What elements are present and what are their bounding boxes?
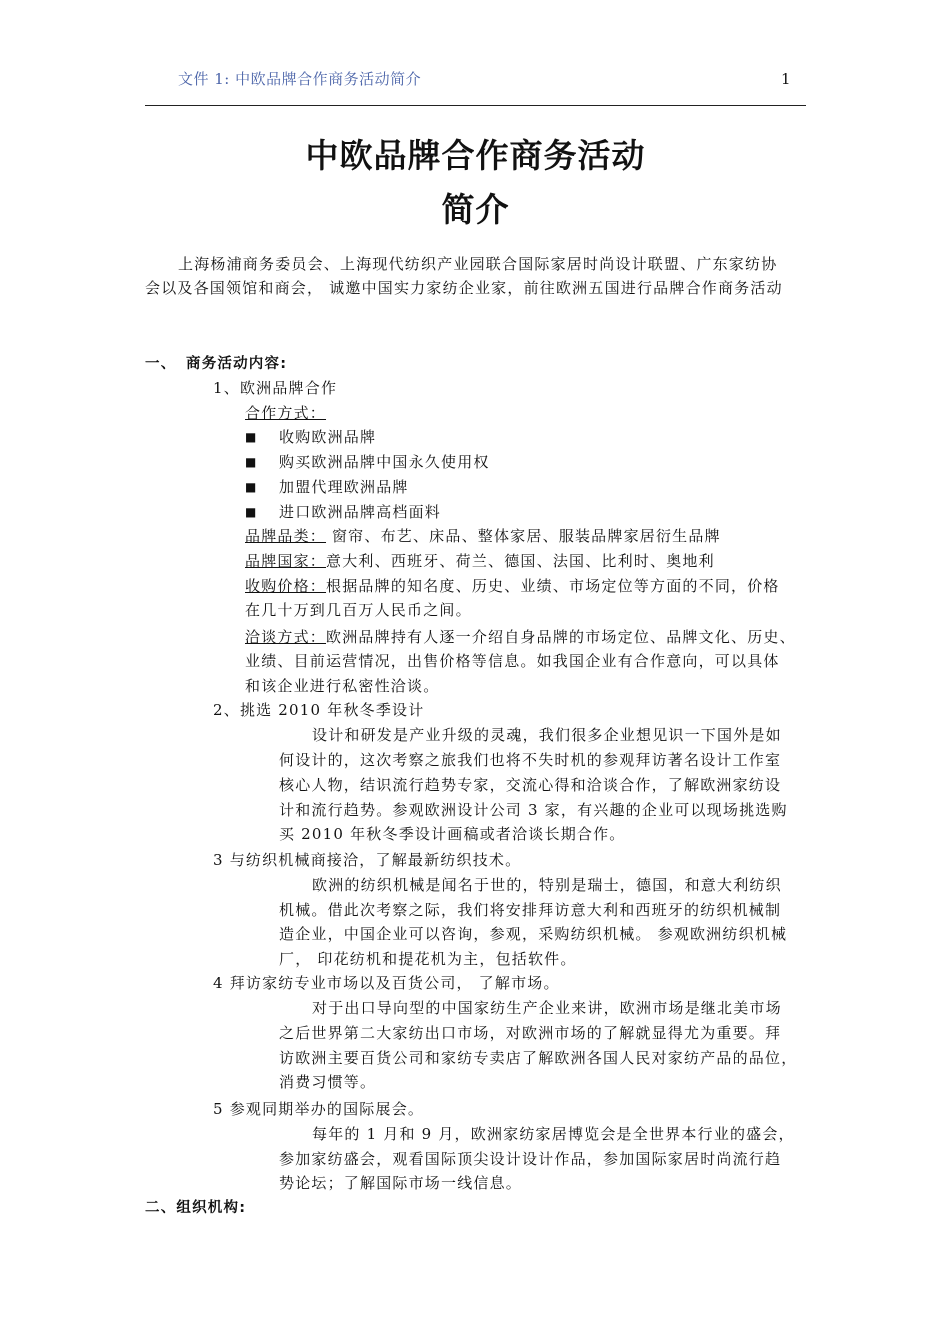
document-title-line2: 简介	[441, 190, 510, 229]
page-number: 1	[781, 70, 791, 88]
brand-category-value: 窗帘、布艺、床品、整体家居、服装品牌家居衍生品牌	[326, 527, 721, 545]
header-divider	[145, 105, 806, 106]
item3-paragraph-line: 造企业，中国企业可以咨询，参观，采购纺织机械。 参观欧洲纺织机械	[279, 925, 788, 943]
bullet-item: 进口欧洲品牌高档面料	[279, 503, 442, 521]
brand-country-value: 意大利、西班牙、荷兰、德国、法国、比利时、奥地利	[326, 552, 715, 570]
item4-paragraph-line: 访欧洲主要百货公司和家纺专卖店了解欧洲各国人民对家纺产品的品位，	[279, 1049, 798, 1067]
bullet-square-icon: ■	[245, 505, 257, 519]
purchase-price-text: 根据品牌的知名度、历史、业绩、市场定位等方面的不同，价格	[326, 577, 780, 595]
cooperation-mode-label: 合作方式：	[245, 404, 327, 422]
item4-heading: 4 拜访家纺专业市场以及百货公司， 了解市场。	[213, 974, 560, 992]
item2-heading: 2、挑选 2010 年秋冬季设计	[213, 701, 425, 719]
document-title-line1: 中欧品牌合作商务活动	[305, 136, 646, 175]
intro-line2: 会以及各国领馆和商会， 诚邀中国实力家纺企业家，前往欧洲五国进行品牌合作商务活动	[145, 279, 783, 297]
item4-paragraph-line: 对于出口导向型的中国家纺生产企业来讲，欧洲市场是继北美市场	[312, 999, 782, 1017]
section2-title: 二、组织机构:	[145, 1200, 247, 1216]
item3-paragraph-line: 厂， 印花纺机和提花机为主，包括软件。	[279, 950, 577, 968]
negotiation-text: 和该企业进行私密性洽谈。	[245, 677, 440, 695]
item3-paragraph-line: 机械。借此次考察之际，我们将安排拜访意大利和西班牙的纺织机械制	[279, 901, 782, 919]
purchase-price-label: 收购价格：	[245, 577, 327, 595]
item2-paragraph-line: 何设计的，这次考察之旅我们也将不失时机的参观拜访著名设计工作室	[279, 751, 782, 769]
brand-category-label: 品牌品类：	[245, 527, 327, 545]
negotiation-text: 业绩、目前运营情况，出售价格等信息。如我国企业有合作意向，可以具体	[245, 652, 780, 670]
item4-paragraph-line: 消费习惯等。	[279, 1073, 377, 1091]
negotiation-text: 欧洲品牌持有人逐一介绍自身品牌的市场定位、品牌文化、历史、	[326, 628, 796, 646]
purchase-price-row	[245, 574, 780, 598]
brand-country-label: 品牌国家：	[245, 552, 327, 570]
brand-country-row	[245, 549, 715, 573]
item1-heading: 1、欧洲品牌合作	[213, 379, 338, 397]
item5-paragraph-line: 参加家纺盛会，观看国际顶尖设计设计作品，参加国际家居时尚流行趋	[279, 1150, 782, 1168]
bullet-square-icon: ■	[245, 455, 257, 469]
item4-paragraph-line: 之后世界第二大家纺出口市场，对欧洲市场的了解就显得尤为重要。拜	[279, 1024, 782, 1042]
item2-paragraph-line: 买 2010 年秋冬季设计画稿或者洽谈长期合作。	[279, 825, 626, 843]
negotiation-label: 洽谈方式：	[245, 628, 327, 646]
item5-paragraph-line: 势论坛；了解国际市场一线信息。	[279, 1174, 523, 1192]
brand-category-row	[245, 524, 721, 548]
negotiation-row	[245, 625, 796, 649]
purchase-price-text: 在几十万到几百万人民币之间。	[245, 601, 472, 619]
section1-number: 一、	[145, 356, 177, 372]
item5-paragraph-line: 每年的 1 月和 9 月，欧洲家纺家居博览会是全世界本行业的盛会，	[312, 1125, 795, 1143]
item2-paragraph-line: 计和流行趋势。参观欧洲设计公司 3 家，有兴趣的企业可以现场挑选购	[279, 801, 788, 819]
section1-title: 商务活动内容:	[186, 356, 288, 372]
bullet-square-icon: ■	[245, 430, 257, 444]
bullet-square-icon: ■	[245, 480, 257, 494]
item3-heading: 3 与纺织机械商接洽，了解最新纺织技术。	[213, 851, 522, 869]
bullet-item: 加盟代理欧洲品牌	[279, 478, 409, 496]
item2-paragraph-line: 核心人物，结识流行趋势专家，交流心得和洽谈合作，了解欧洲家纺设	[279, 776, 782, 794]
intro-line1: 上海杨浦商务委员会、上海现代纺织产业园联合国际家居时尚设计联盟、广东家纺协	[178, 255, 778, 273]
bullet-item: 购买欧洲品牌中国永久使用权	[279, 453, 490, 471]
bullet-item: 收购欧洲品牌	[279, 428, 377, 446]
item2-paragraph-line: 设计和研发是产业升级的灵魂，我们很多企业想见识一下国外是如	[312, 726, 782, 744]
item3-paragraph-line: 欧洲的纺织机械是闻名于世的，特别是瑞士，德国，和意大利纺织	[312, 876, 782, 894]
item5-heading: 5 参观同期举办的国际展会。	[213, 1100, 425, 1118]
header-title: 文件 1: 中欧品牌合作商务活动简介	[178, 70, 422, 88]
